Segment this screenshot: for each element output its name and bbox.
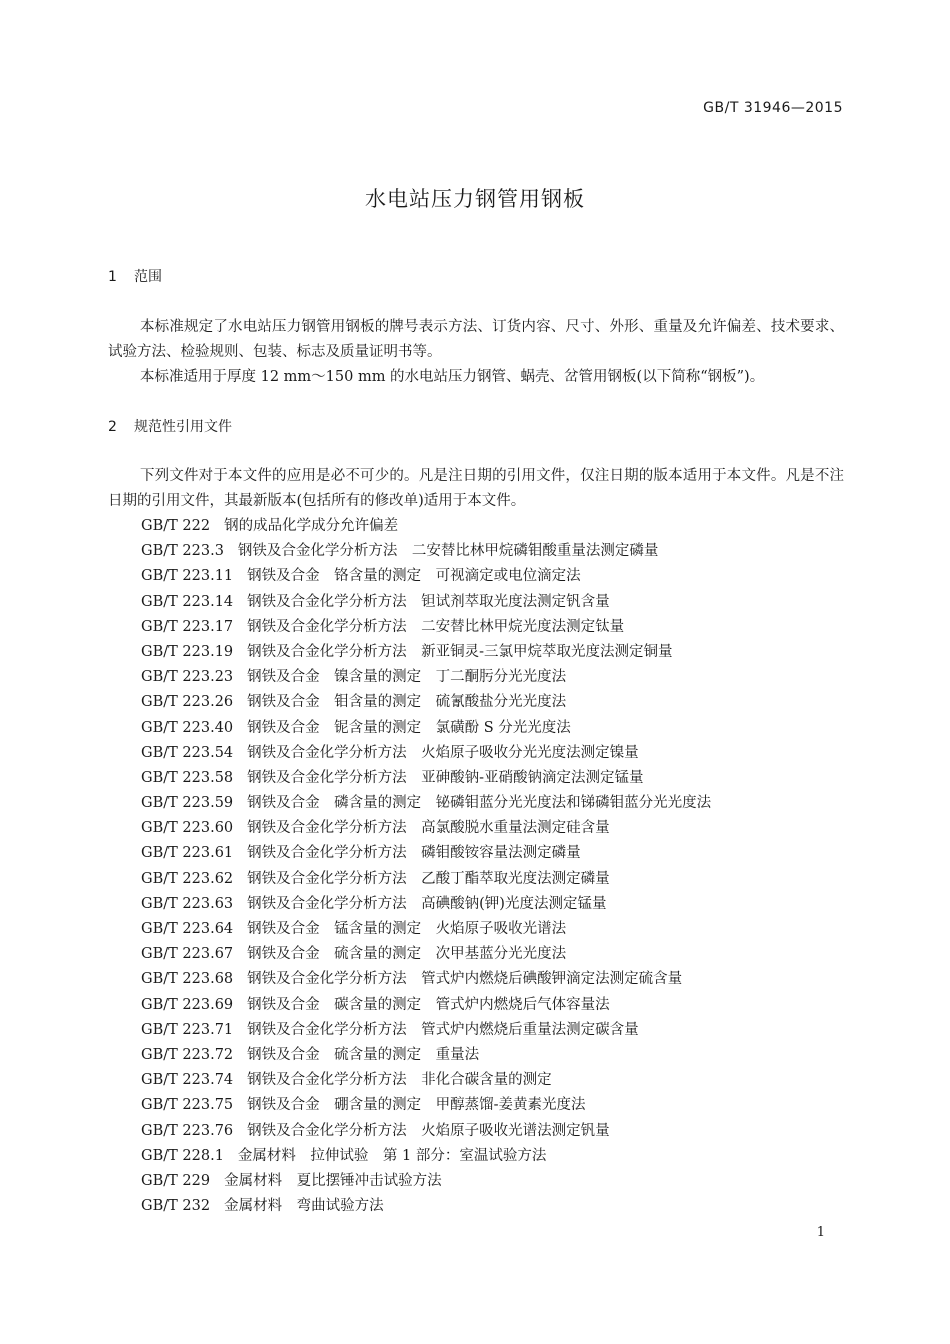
reference-title: 钢铁及合金化学分析方法 二安替比林甲烷光度法测定钛量: [247, 618, 625, 635]
reference-title: 钢铁及合金化学分析方法 管式炉内燃烧后重量法测定碳含量: [247, 1021, 639, 1038]
reference-code: GB/T 229: [141, 1172, 211, 1189]
reference-title: 钢铁及合金化学分析方法 乙酸丁酯萃取光度法测定磷量: [247, 870, 610, 887]
scope-paragraph: 本标准适用于厚度 12 mm～150 mm 的水电站压力钢管、蜗壳、岔管用钢板(以下简称“钢板”)。: [140, 369, 765, 385]
reference-item: [141, 791, 711, 816]
reference-title: 金属材料 夏比摆锤冲击试验方法: [224, 1172, 442, 1189]
reference-code: GB/T 223.14: [141, 593, 234, 610]
reference-title: 钢铁及合金 钼含量的测定 硫氰酸盐分光光度法: [247, 694, 567, 711]
reference-code: GB/T 223.17: [141, 618, 234, 635]
reference-code: GB/T 223.74: [141, 1072, 234, 1089]
reference-title: 钢铁及合金 铌含量的测定 氯磺酚 S 分光光度法: [247, 719, 571, 736]
reference-list: [141, 514, 711, 1219]
reference-item: [141, 816, 711, 841]
page-number: 1: [816, 1225, 825, 1240]
reference-title: 钢铁及合金化学分析方法 火焰原子吸收分光光度法测定镍量: [247, 744, 639, 761]
reference-title: 钢铁及合金 镍含量的测定 丁二酮肟分光光度法: [247, 669, 567, 686]
reference-item: [141, 1169, 711, 1194]
reference-code: GB/T 223.3: [141, 543, 224, 560]
reference-title: 金属材料 拉伸试验 第 1 部分：室温试验方法: [237, 1147, 547, 1164]
reference-title: 钢铁及合金化学分析方法 钽试剂萃取光度法测定钒含量: [247, 593, 610, 610]
reference-item: [141, 867, 711, 892]
reference-title: 钢的成品化学成分允许偏差: [224, 518, 399, 534]
reference-item: [141, 766, 711, 791]
reference-title: 钢铁及合金化学分析方法 磷钼酸铵容量法测定磷量: [247, 845, 581, 862]
reference-item: [141, 640, 711, 665]
reference-item: [141, 615, 711, 640]
reference-item: [141, 1194, 711, 1219]
document-title: 水电站压力钢管用钢板: [365, 187, 585, 211]
section-number: 2: [108, 419, 117, 435]
reference-title: 钢铁及合金 硼含量的测定 甲醇蒸馏-姜黄素光度法: [247, 1097, 586, 1114]
reference-code: GB/T 223.26: [141, 694, 234, 711]
reference-code: GB/T 223.71: [141, 1021, 234, 1038]
section-title: 范围: [134, 269, 162, 285]
reference-item: [141, 917, 711, 942]
reference-title: 钢铁及合金化学分析方法 火焰原子吸收光谱法测定钒量: [247, 1122, 610, 1139]
reference-title: 钢铁及合金 硫含量的测定 次甲基蓝分光光度法: [247, 946, 567, 963]
reference-title: 钢铁及合金化学分析方法 高碘酸钠(钾)光度法测定锰量: [247, 895, 607, 912]
reference-title: 钢铁及合金 碳含量的测定 管式炉内燃烧后气体容量法: [247, 996, 610, 1013]
reference-item: [141, 967, 711, 992]
reference-code: GB/T 223.61: [141, 845, 234, 862]
reference-item: [141, 1119, 711, 1144]
section-title: 规范性引用文件: [134, 419, 232, 435]
reference-title: 钢铁及合金化学分析方法 高氯酸脱水重量法测定硅含量: [247, 820, 610, 837]
reference-code: GB/T 223.19: [141, 643, 234, 660]
reference-item: [141, 514, 711, 539]
reference-item: [141, 1093, 711, 1118]
reference-item: [141, 942, 711, 967]
reference-code: GB/T 232: [141, 1198, 211, 1215]
standard-code: GB/T 31946—2015: [703, 100, 843, 116]
reference-item: [141, 716, 711, 741]
reference-title: 金属材料 弯曲试验方法: [224, 1198, 384, 1215]
reference-title: 钢铁及合金化学分析方法 二安替比林甲烷磷钼酸重量法测定磷量: [237, 543, 659, 560]
scope-paragraph: 本标准规定了水电站压力钢管用钢板的牌号表示方法、订货内容、尺寸、外形、重量及允许偏差、技术要求、试验方法、检验规则、包装、标志及质量证明书等。: [108, 319, 844, 360]
reference-title: 钢铁及合金 锰含量的测定 火焰原子吸收光谱法: [247, 921, 567, 937]
reference-code: GB/T 223.23: [141, 669, 234, 686]
section-1-heading: [108, 266, 162, 286]
reference-title: 钢铁及合金 铬含量的测定 可视滴定或电位滴定法: [247, 568, 581, 585]
reference-code: GB/T 223.54: [141, 744, 234, 761]
reference-code: GB/T 223.60: [141, 820, 234, 837]
reference-item: [141, 1018, 711, 1043]
reference-item: [141, 690, 711, 715]
reference-code: GB/T 223.59: [141, 795, 234, 812]
reference-item: [141, 590, 711, 615]
reference-title: 钢铁及合金化学分析方法 亚砷酸钠-亚硝酸钠滴定法测定锰量: [247, 769, 644, 786]
reference-item: [141, 1068, 711, 1093]
reference-item: [141, 741, 711, 766]
references-intro: 下列文件对于本文件的应用是必不可少的。凡是注日期的引用文件，仅注日期的版本适用于本文件。凡是不注日期的引用文件，其最新版本(包括所有的修改单)适用于本文件。: [108, 468, 844, 509]
reference-code: GB/T 223.68: [141, 971, 234, 988]
reference-code: GB/T 223.40: [141, 719, 234, 736]
reference-title: 钢铁及合金化学分析方法 管式炉内燃烧后碘酸钾滴定法测定硫含量: [247, 971, 683, 988]
reference-item: [141, 841, 711, 866]
reference-item: [141, 1043, 711, 1068]
reference-code: GB/T 223.76: [141, 1122, 234, 1139]
reference-code: GB/T 223.64: [141, 921, 234, 937]
reference-code: GB/T 223.62: [141, 870, 234, 887]
reference-title: 钢铁及合金化学分析方法 非化合碳含量的测定: [247, 1072, 552, 1089]
reference-code: GB/T 228.1: [141, 1147, 224, 1164]
reference-code: GB/T 223.11: [141, 568, 234, 585]
reference-code: GB/T 223.72: [141, 1046, 234, 1063]
reference-item: [141, 993, 711, 1018]
reference-item: [141, 892, 711, 917]
reference-code: GB/T 223.75: [141, 1097, 234, 1114]
section-2-heading: [108, 416, 232, 436]
reference-code: GB/T 223.69: [141, 996, 234, 1013]
reference-item: [141, 665, 711, 690]
reference-title: 钢铁及合金 硫含量的测定 重量法: [247, 1046, 480, 1063]
reference-item: [141, 539, 711, 564]
reference-code: GB/T 223.67: [141, 946, 234, 963]
reference-item: [141, 1144, 711, 1169]
reference-code: GB/T 223.63: [141, 895, 234, 912]
reference-item: [141, 564, 711, 589]
section-number: 1: [108, 269, 117, 285]
reference-title: 钢铁及合金 磷含量的测定 铋磷钼蓝分光光度法和锑磷钼蓝分光光度法: [247, 795, 712, 812]
reference-code: GB/T 222: [141, 518, 211, 534]
reference-code: GB/T 223.58: [141, 769, 234, 786]
reference-title: 钢铁及合金化学分析方法 新亚铜灵-三氯甲烷萃取光度法测定铜量: [247, 643, 673, 660]
